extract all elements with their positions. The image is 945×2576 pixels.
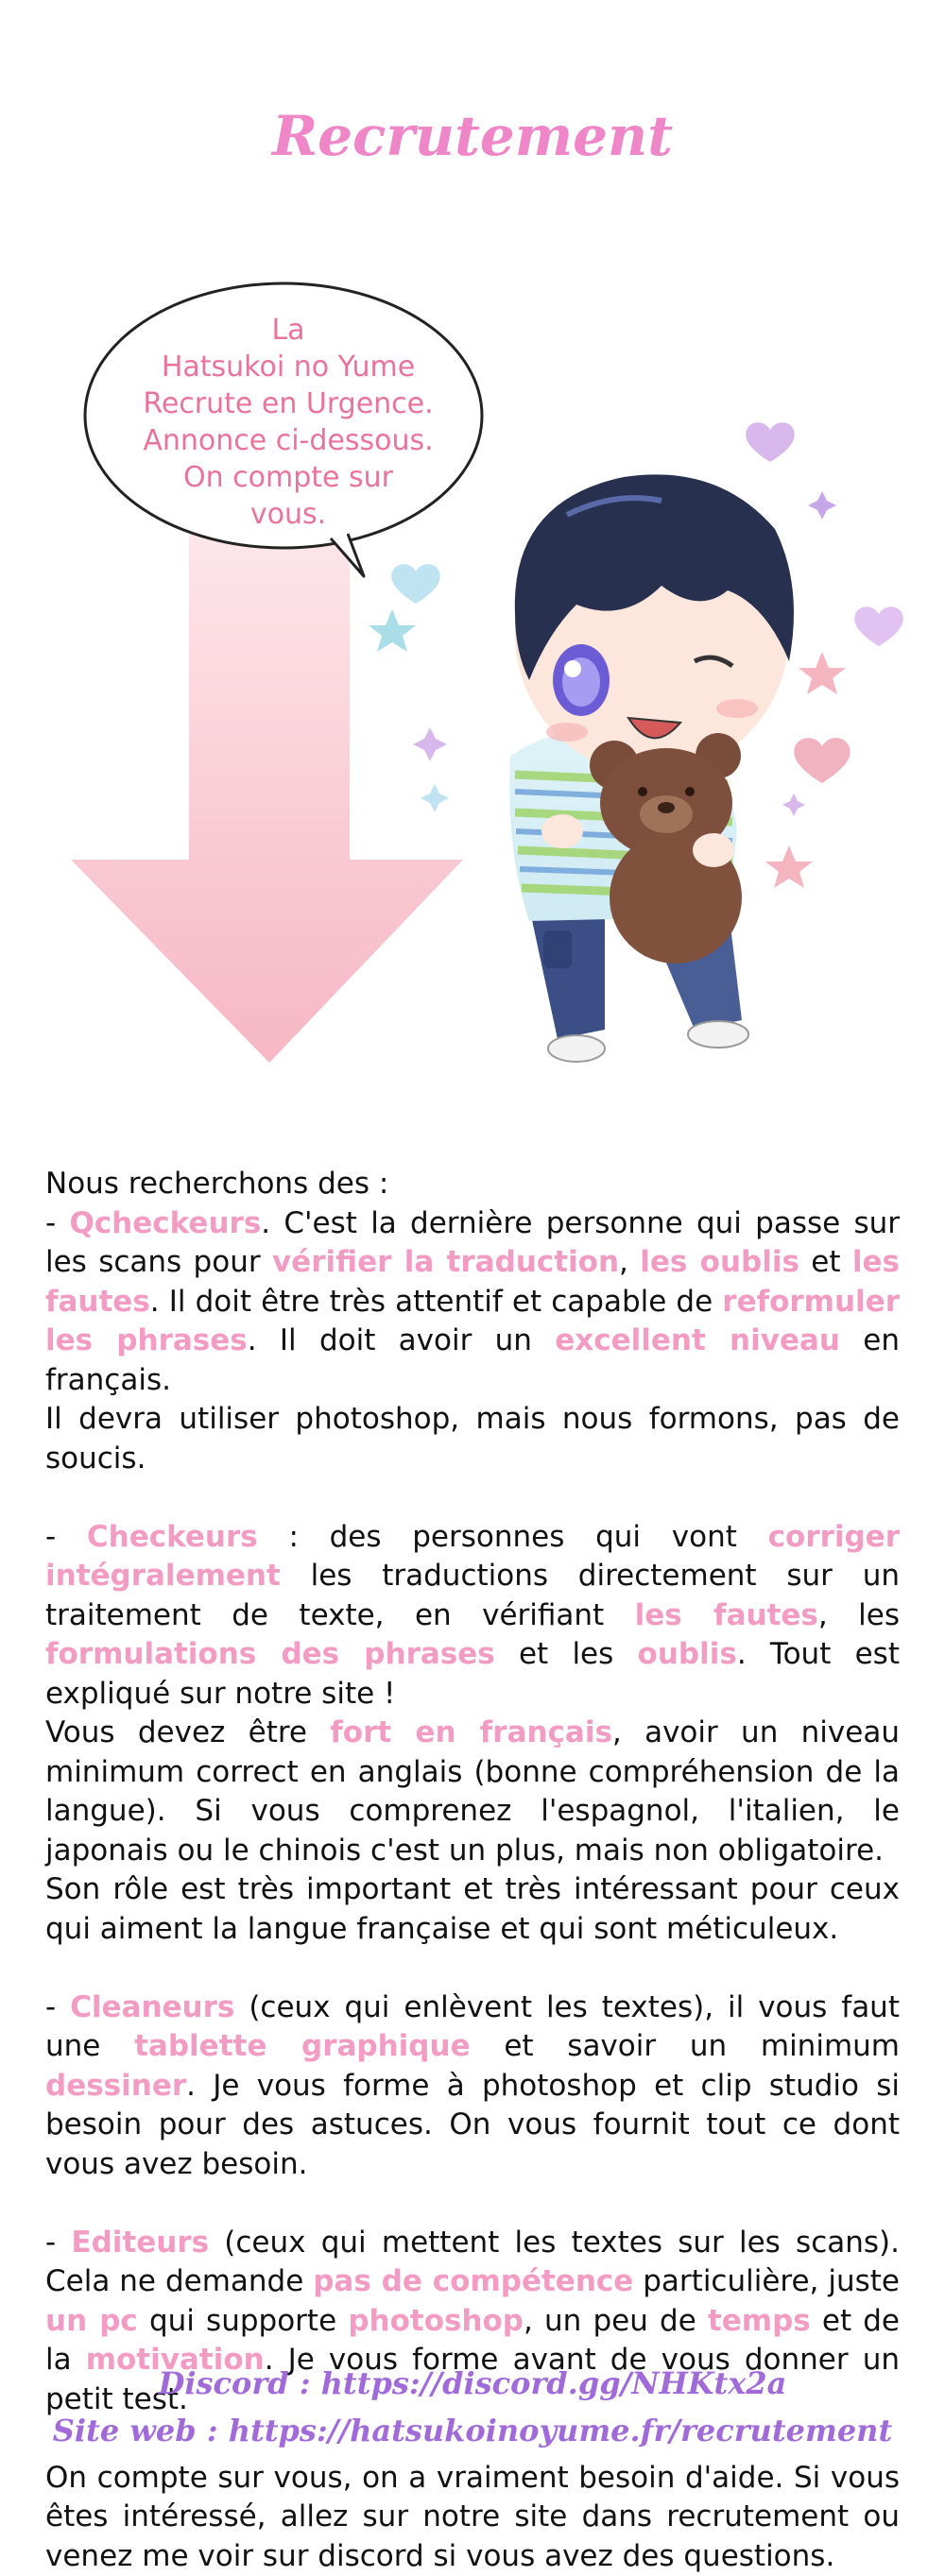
website-link[interactable]: Site web : https://hatsukoinoyume.fr/recrutement <box>0 2407 945 2454</box>
role-cleaneurs: Cleaneurs <box>70 1990 234 2024</box>
bubble-line: vous. <box>123 496 454 533</box>
page-title: Recrutement <box>0 104 945 168</box>
bubble-line: Hatsukoi no Yume <box>123 349 454 385</box>
intro-line: Nous recherchons des : <box>45 1165 900 1204</box>
role-checkeurs: Checkeurs <box>87 1520 258 1554</box>
chibi-character <box>509 474 794 1062</box>
discord-link[interactable]: Discord : https://discord.gg/NHKtx2a <box>0 2360 945 2407</box>
closing-paragraph: On compte sur vous, on a vraiment besoin d'aide. Si vous êtes intéressé, allez sur notre site dans recrutement ou venez me voir sur discord si vous avez des questions. <box>45 2459 900 2576</box>
bubble-line: On compte sur <box>123 459 454 496</box>
editeurs-section: - Editeurs (ceux qui mettent les textes sur les scans). Cela ne demande pas de compétence particulière, juste un pc qui supporte photoshop, un peu de temps et de la motivation. Je vous forme avant de vous donner un petit test. <box>45 2224 900 2420</box>
role-qcheckeurs: Qcheckeurs <box>69 1206 261 1240</box>
role-editeurs: Editeurs <box>71 2226 209 2260</box>
bubble-line: Annonce ci-dessous. <box>123 422 454 459</box>
checkeurs-section: - Checkeurs : des personnes qui vont corriger intégralement les traductions directement sur un traitement de texte, en vérifiant les fautes, les formulations des phrases et les oublis. Tout est expliqué sur notre site ! Vous devez être fort en français, avoir un niveau minimum correct en anglais (bonne compréhension de la langue). Si vous comprenez l'espagnol, l'italien, le japonais ou le chinois c'est un plus, mais non obligatoire. Son rôle est très important et très intéressant pour ceux qui aiment la langue française et qui sont méticuleux. <box>45 1518 900 1950</box>
illustration <box>0 0 945 1134</box>
footer-links <box>0 2360 945 2454</box>
bubble-text <box>123 312 454 533</box>
bubble-line: Recrute en Urgence. <box>123 385 454 422</box>
down-arrow-icon <box>71 529 463 1063</box>
bubble-line: La <box>123 312 454 349</box>
qcheckeurs-section: - Qcheckeurs. C'est la dernière personne qui passe sur les scans pour vérifier la traduction, les oublis et les fautes. Il doit être très attentif et capable de reformuler les phrases. Il doit avoir un excellent niveau en français. Il devra utiliser photoshop, mais nous formons, pas de soucis. <box>45 1204 900 1479</box>
cleaneurs-section: - Cleaneurs (ceux qui enlèvent les textes), il vous faut une tablette graphique et savoir un minimum dessiner. Je vous forme à photoshop et clip studio si besoin pour des astuces. On vous fournit tout ce dont vous avez besoin. <box>45 1988 900 2185</box>
